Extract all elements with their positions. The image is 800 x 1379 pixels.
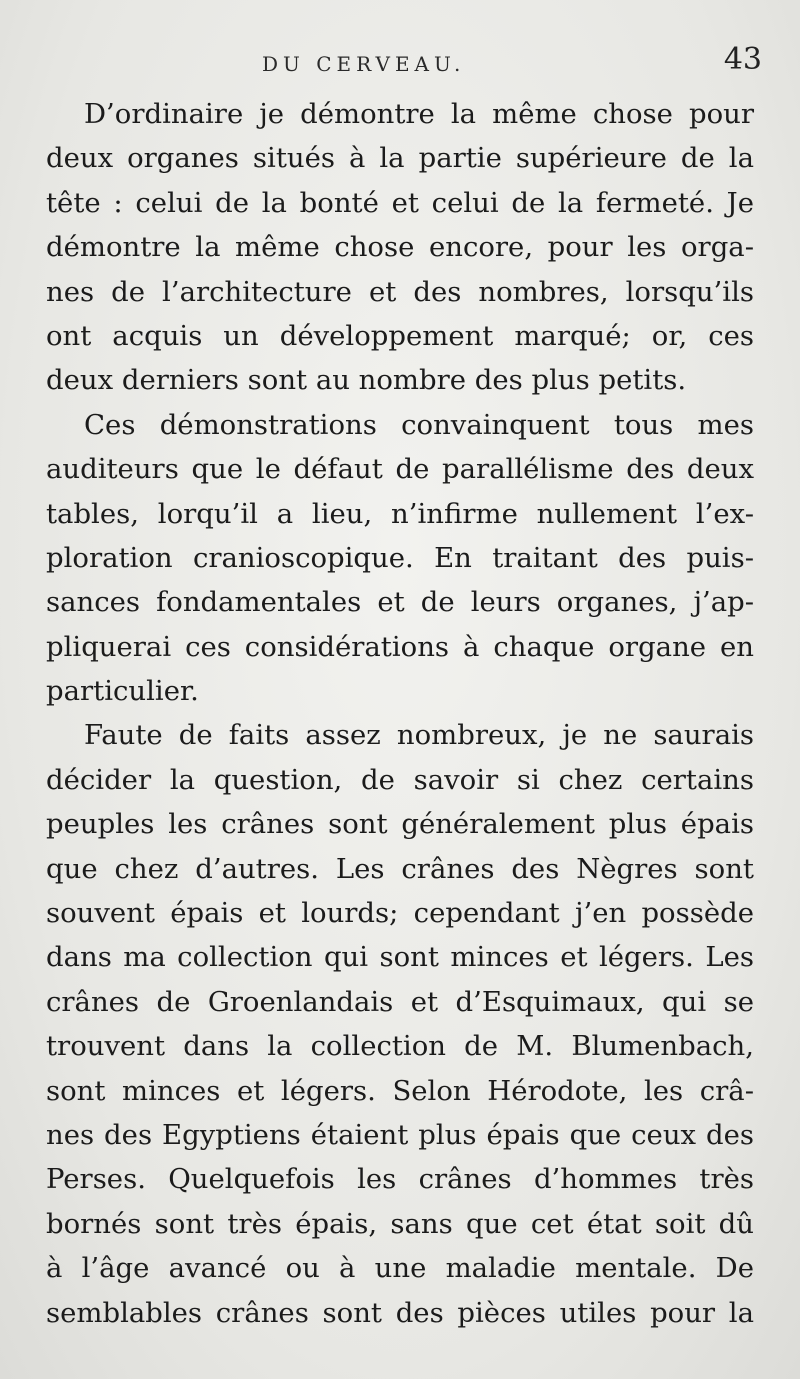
text-line: trouvent dans la collection de M. Blumenbach, <box>46 1030 754 1063</box>
text-line: dans ma collection qui sont minces et légers. Les <box>46 941 754 974</box>
text-line: semblables crânes sont des pièces utiles pour la <box>46 1296 754 1329</box>
text-line: nes des Egyptiens étaient plus épais que ceux des <box>46 1118 754 1151</box>
text-line: bornés sont très épais, sans que cet état soit dû <box>46 1207 754 1240</box>
text-line: Faute de faits assez nombreux, je ne saurais <box>84 719 754 752</box>
text-line: sont minces et légers. Selon Hérodote, les crâ- <box>46 1074 754 1107</box>
text-line: à l’âge avancé ou à une maladie mentale. De <box>46 1252 754 1285</box>
page-number: 43 <box>723 42 762 77</box>
text-line: tête : celui de la bonté et celui de la fermeté. Je <box>46 186 754 219</box>
text-line: deux derniers sont au nombre des plus petits. <box>46 364 687 397</box>
text-line: auditeurs que le défaut de parallélisme des deux <box>46 453 754 486</box>
text-line: tables, lorqu’il a lieu, n’infirme nullement l’ex- <box>46 497 754 530</box>
text-line: décider la question, de savoir si chez certains <box>46 763 754 796</box>
text-line: peuples les crânes sont généralement plus épais <box>46 808 754 841</box>
text-line: deux organes situés à la partie supérieure de la <box>46 142 754 175</box>
text-line: souvent épais et lourds; cependant j’en possède <box>46 897 754 930</box>
body-text <box>46 92 754 1335</box>
running-title: DU CERVEAU. <box>262 52 466 76</box>
text-line: démontre la même chose encore, pour les orga- <box>46 231 754 264</box>
text-line: nes de l’architecture et des nombres, lorsqu’ils <box>46 275 754 308</box>
text-line: crânes de Groenlandais et d’Esquimaux, qui se <box>46 985 754 1018</box>
text-line: pliquerai ces considérations à chaque organe en <box>46 630 754 663</box>
text-line: D’ordinaire je démontre la même chose pour <box>84 98 754 130</box>
text-line: ont acquis un développement marqué; or, ces <box>46 319 754 352</box>
text-line: Ces démonstrations convainquent tous mes <box>84 408 754 441</box>
text-line: particulier. <box>46 675 199 708</box>
text-line: ploration cranioscopique. En traitant des puis- <box>46 541 754 574</box>
text-line: sances fondamentales et de leurs organes, j’ap- <box>46 586 754 619</box>
text-line: que chez d’autres. Les crânes des Nègres sont <box>46 852 754 885</box>
text-line: Perses. Quelquefois les crânes d’hommes très <box>46 1163 754 1196</box>
